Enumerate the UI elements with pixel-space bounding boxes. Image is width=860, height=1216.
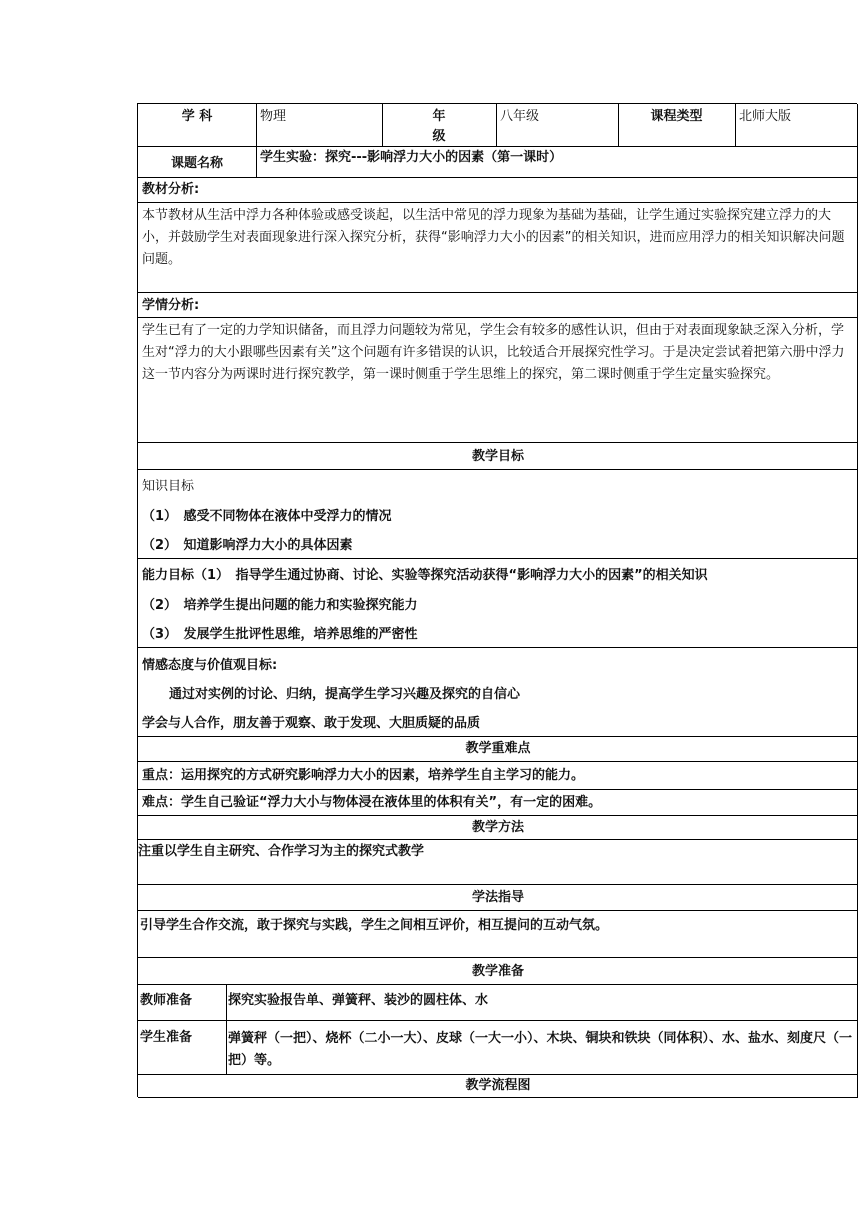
row-material-body [138, 203, 858, 293]
student-analysis-title: 学情分析: [142, 298, 200, 313]
method-heading: 教学方法 [471, 820, 524, 835]
row-student-body [138, 318, 858, 443]
row-topic [138, 147, 858, 178]
guidance-heading: 学法指导 [471, 890, 524, 905]
student-prep-label: 学生准备 [140, 1030, 193, 1045]
row-guidance-body [138, 911, 858, 958]
row-knowledge-objectives [138, 470, 858, 559]
knowledge-item-2: （2） 知道影响浮力大小的具体因素 [142, 538, 353, 553]
row-objectives-heading [138, 443, 858, 470]
lesson-plan-table [137, 103, 857, 1097]
knowledge-title: 知识目标 [142, 479, 195, 494]
flow-heading: 教学流程图 [465, 1078, 531, 1093]
row-student-prep [138, 1021, 858, 1075]
row-material-title [138, 178, 858, 203]
keypoints-heading: 教学重难点 [465, 741, 531, 756]
row-ability-objectives [138, 559, 858, 648]
key-point: 重点：运用探究的方式研究影响浮力大小的因素，培养学生自主学习的能力。 [142, 768, 585, 783]
row-guidance-heading [138, 885, 858, 911]
ability-item-3: （3） 发展学生批评性思维，培养思维的严密性 [142, 627, 418, 642]
row-student-title [138, 293, 858, 318]
guidance-body: 引导学生合作交流，敢于探究与实践，学生之间相互评价，相互提问的互动气氛。 [140, 918, 609, 933]
topic-value: 学生实验：探究---影响浮力大小的因素（第一课时） [260, 150, 563, 165]
material-analysis-title: 教材分析: [142, 182, 200, 197]
row-difficulty [138, 790, 858, 816]
course-type-value: 北师大版 [739, 109, 792, 124]
row-keypoints-heading [138, 737, 858, 762]
material-analysis-body: 本节教材从生活中浮力各种体验或感受谈起，以生活中常见的浮力现象为基础为基础，让学生通过实验探究建立浮力的大小，并鼓励学生对表面现象进行深入探究分析，获得“影响浮力大小的因素”的相关知识，进而应用浮力的相关知识解决问题问题。 [142, 208, 845, 267]
course-type-label: 课程类型 [650, 109, 703, 124]
row-preparation-heading [138, 958, 858, 985]
row-emotion-objectives [138, 648, 858, 737]
subject-label: 学 科 [181, 109, 213, 124]
objectives-heading: 教学目标 [471, 449, 524, 464]
student-prep-value: 弹簧秤（一把）、烧杯（二小一大）、皮球（一大一小）、木块、铜块和铁块（同体积）、水、盐水、刻度尺（一把）等。 [228, 1031, 853, 1068]
preparation-heading: 教学准备 [471, 964, 524, 979]
grade-value: 八年级 [500, 109, 540, 124]
emotion-item-2: 学会与人合作，朋友善于观察、敢于发现、大胆质疑的品质 [142, 716, 481, 731]
grade-label-line1: 年 [432, 109, 446, 124]
subject-value: 物理 [260, 109, 287, 124]
grade-label-line2: 级 [432, 129, 446, 144]
ability-item-1: 能力目标（1） 指导学生通过协商、讨论、实验等探究活动获得“影响浮力大小的因素”的相关知识 [142, 568, 708, 583]
row-method-body [138, 840, 858, 885]
ability-item-2: （2） 培养学生提出问题的能力和实验探究能力 [142, 598, 418, 613]
teacher-prep-label: 教师准备 [140, 993, 193, 1008]
method-body: 注重以学生自主研究、合作学习为主的探究式教学 [138, 844, 425, 859]
teacher-prep-value: 探究实验报告单、弹簧秤、装沙的圆柱体、水 [228, 993, 489, 1008]
row-subject [138, 104, 858, 147]
row-method-heading [138, 816, 858, 840]
emotion-title: 情感态度与价值观目标: [142, 658, 278, 673]
row-key-point [138, 762, 858, 790]
row-flow-heading [138, 1075, 858, 1098]
knowledge-item-1: （1） 感受不同物体在液体中受浮力的情况 [142, 509, 392, 524]
difficulty-point: 难点：学生自己验证“浮力大小与物体浸在液体里的体积有关”，有一定的困难。 [142, 795, 602, 810]
student-analysis-body: 学生已有了一定的力学知识储备，而且浮力问题较为常见，学生会有较多的感性认识，但由于对表面现象缺乏深入分析，学生对“浮力的大小跟哪些因素有关”这个问题有许多错误的认识，比较适合开展探究性学习。于是决定尝试着把第六册中浮力这一节内容分为两课时进行探究教学，第一课时侧重于学生思维上的探究，第二课时侧重于学生定量实验探究。 [142, 323, 845, 382]
emotion-item-1: 通过对实例的讨论、归纳，提高学生学习兴趣及探究的自信心 [169, 687, 521, 702]
row-teacher-prep [138, 985, 858, 1021]
topic-label: 课题名称 [170, 156, 223, 171]
